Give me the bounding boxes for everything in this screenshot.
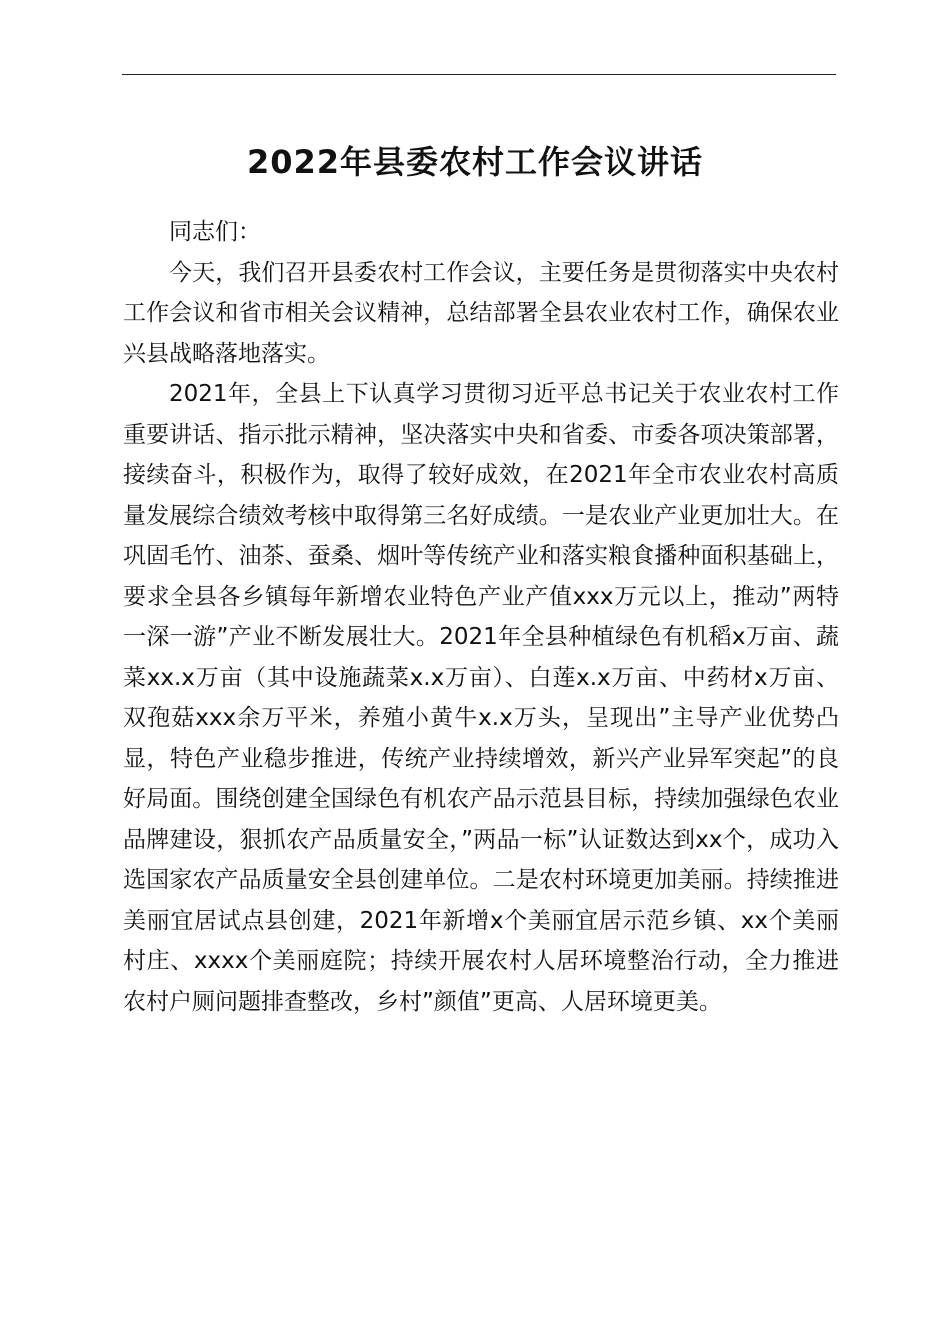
- header-rule: [122, 74, 836, 75]
- document-title: 2022年县委农村工作会议讲话: [246, 143, 704, 181]
- salutation: 同志们：: [169, 219, 261, 245]
- document-body: [123, 212, 839, 1022]
- paragraph-intro: 今天，我们召开县委农村工作会议，主要任务是贯彻落实中央农村工作会议和省市相关会议精神，总结部署全县农业农村工作，确保农业兴县战略落地落实。: [123, 259, 839, 367]
- paragraph-review: 2021年，全县上下认真学习贯彻习近平总书记关于农业农村工作重要讲话、指示批示精神，坚决落实中央和省委、市委各项决策部署，接续奋斗，积极作为，取得了较好成效，在2021年全市农业农村高质量发展综合绩效考核中取得第三名好成绩。一是农业产业更加壮大。在巩固毛竹、油茶、蚕桑、烟叶等传统产业和落实粮食播种面积基础上，要求全县各乡镇每年新增农业特色产业产值xxx万元以上，推动”两特一深一游”产业不断发展壮大。2021年全县种植绿色有机稻x万亩、蔬菜xx.x万亩（其中设施蔬菜x.x万亩）、白莲x.x万亩、中药材x万亩、双孢菇xxx余万平米，养殖小黄牛x.x万头，呈现出”主导产业优势凸显，特色产业稳步推进，传统产业持续增效，新兴产业异军突起”的良好局面。围绕创建全国绿色有机农产品示范县目标，持续加强绿色农业品牌建设，狠抓农产品质量安全，”两品一标”认证数达到xx个，成功入选国家农产品质量安全县创建单位。二是农村环境更加美丽。持续推进美丽宜居试点县创建，2021年新增x个美丽宜居示范乡镇、xx个美丽村庄、xxxx个美丽庭院；持续开展农村人居环境整治行动，全力推进农村户厕问题排查整改，乡村”颜值”更高、人居环境更美。: [123, 381, 839, 1015]
